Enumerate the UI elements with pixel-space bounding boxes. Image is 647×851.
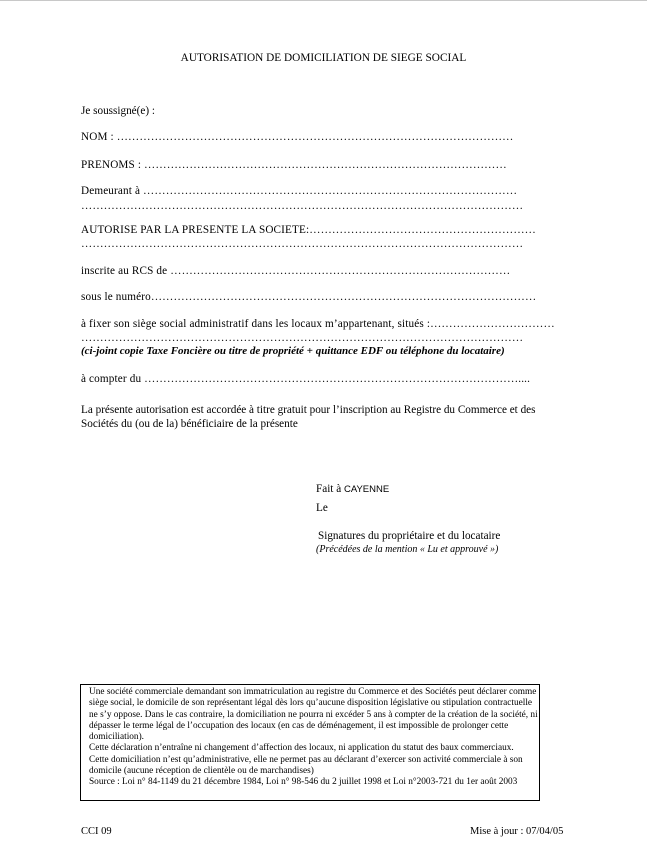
numero-field[interactable]: sous le numéro………………………………………………………………………………………… <box>81 291 537 303</box>
notice-paragraph: Cette déclaration n’entraîne ni changement d’affection des locaux, ni application du statut des baux commerciaux. <box>89 743 514 754</box>
fait-label: Fait à <box>316 483 342 495</box>
demeurant-continuation-field[interactable]: ……………………………………………………………………………………………………… <box>81 200 524 212</box>
rcs-field[interactable]: inscrite au RCS de ……………………………………………………………………………… <box>81 265 511 277</box>
le-label: Le <box>316 502 328 514</box>
autorise-societe-continuation-field[interactable]: ……………………………………………………………………………………………………… <box>81 238 524 250</box>
page-top-border <box>0 0 647 1</box>
document-title: AUTORISATION DE DOMICILIATION DE SIEGE SOCIAL <box>180 52 467 64</box>
attachment-note: (ci-joint copie Taxe Foncière ou titre de propriété + quittance EDF ou téléphone du locataire) <box>81 345 505 357</box>
demeurant-field[interactable]: Demeurant à ……………………………………………………………………………………… <box>81 185 518 197</box>
fait-city: CAYENNE <box>343 484 390 495</box>
prenoms-field[interactable]: PRENOMS : …………………………………………………………………………………… <box>81 159 507 171</box>
signatures-label: Signatures du propriétaire et du locataire <box>318 530 501 542</box>
notice-paragraph: Une société commerciale demandant son immatriculation au registre du Commerce et des Sociétés peut déclarer comme siège social, le domicile de son représentant légal dès lors qu’aucune disposition législative ou stipulation contractuelle ne s’y oppose. Dans le cas contraire, la domiciliation ne pourra ni excéder 5 ans à compter de la création de la société, ni dépasser le terme légal de l’occupation des locaux (en cas de déménagement, il est impossible de prolonger cette domiciliation). <box>89 687 538 743</box>
nom-field[interactable]: NOM : …………………………………………………………………………………………… <box>81 131 514 143</box>
siege-continuation-field[interactable]: ……………………………………………………………………………………………………… <box>81 332 524 344</box>
notice-paragraph: Cette domiciliation n’est qu’administrative, elle ne permet pas au déclarant d’exercer son activité commerciale à son domicile (aucune réception de clientèle ou de marchandises) <box>89 754 523 777</box>
fait-a-line <box>316 483 389 495</box>
intro-label: Je soussigné(e) : <box>81 105 155 117</box>
legal-notice-box <box>80 684 540 801</box>
footer-reference: CCI 09 <box>81 826 112 837</box>
autorise-societe-field[interactable]: AUTORISE PAR LA PRESENTE LA SOCIETE:…………………………………………………… <box>81 224 536 236</box>
siege-field[interactable]: à fixer son siège social administratif dans les locaux m’appartenant, situés :…………………………… <box>81 318 555 330</box>
notice-source: Source : Loi n° 84-1149 du 21 décembre 1984, Loi n° 98-546 du 2 juillet 1998 et Loi n°2003-721 du 1er août 2003 <box>89 777 518 788</box>
signatures-mention: (Précédées de la mention « Lu et approuvé ») <box>316 544 499 555</box>
compter-field[interactable]: à compter du ……………………………………………………………………………………….... <box>81 373 531 385</box>
authorization-paragraph: La présente autorisation est accordée à titre gratuit pour l’inscription au Registre du Commerce et des Sociétés du (ou de la) bénéficiaire de la présente <box>81 404 536 430</box>
footer-update-date: Mise à jour : 07/04/05 <box>470 826 564 837</box>
